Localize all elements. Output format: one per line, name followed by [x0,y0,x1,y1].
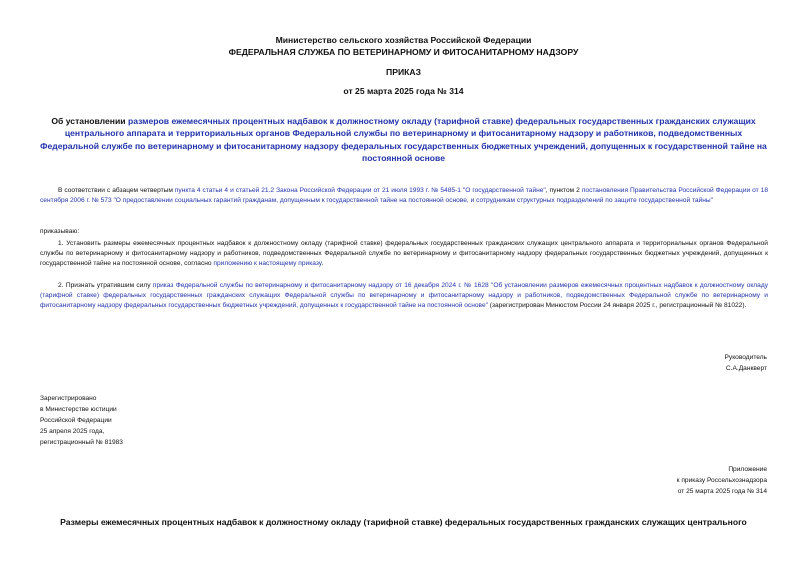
repealed-order-link[interactable]: приказ Федеральной службы по ветеринарному и фитосанитарному надзору от 16 декабря 2024 г. № 1628 "Об установлении размеров ежемесячных процентных надбавок к должностному окладу (тарифной ставке) федеральных государственных гражданских служащих Федеральной службы по ветеринарному и фитосанитарному надзору и работников, подведомственных Федеральной службе по ветеринарному и фитосанитарному надзору федеральных государственных бюджетных учреждений, допущенных к государственной тайне на постоянной основе" [40,282,768,309]
registration-line-5: регистрационный № 81983 [40,439,123,446]
registration-line-4: 25 апреля 2025 года, [40,428,105,435]
signer-name: С.А.Данкверт [725,365,767,372]
appendix-title: Размеры ежемесячных процентных надбавок к должностному окладу (тарифной ставке) федеральных государственных гражданских служащих центрального [60,517,747,527]
order-item-1 [40,239,768,269]
title-prefix: Об установлении [51,116,128,126]
signer-position: Руководитель [724,354,767,361]
appendix-link[interactable]: приложению к настоящему приказу [213,260,322,267]
appendix-line-2: к приказу Россельхознадзора [676,477,767,484]
item2-text: 2. Признать утратившим силу [58,282,153,289]
item1-end: . [321,260,324,267]
registration-line-2: в Министерстве юстиции [40,406,117,413]
preamble-text-2: , пунктом 2 [545,187,582,194]
registration-line-1: Зарегистрировано [40,395,97,402]
registration-line-3: Российской Федерации [40,417,112,424]
ministry-name: Министерство сельского хозяйства Российской Федерации [275,35,532,45]
document-title [40,115,767,165]
order-item-2 [40,281,768,311]
appendix-block [677,464,767,497]
appendix-line-1: Приложение [728,466,767,473]
order-word: приказываю: [40,228,80,235]
item1-text: 1. Установить размеры ежемесячных процентных надбавок к должностному окладу (тарифной ставке) федеральных государственных гражданских служащих центрального аппарата и территориальных органов Федеральной службы по ветеринарному и фитосанитарному надзору и работников, подведомственных Федеральной службе по ветеринарному и фитосанитарному надзору федеральных государственных бюджетных учреждений, допущенных к государственной тайне на постоянной основе, согласно [40,240,768,267]
government-decree-link[interactable]: постановления Правительства Российской Федерации от 18 сентября 2006 г. № 573 "О предоставлении социальных гарантий гражданам, допущенным к государственной тайне на постоянной основе, и сотрудникам структурных подразделений по защите государственной тайны" [40,187,769,204]
appendix-line-3: от 25 марта 2025 года № 314 [677,488,767,495]
signature-block [725,352,767,374]
service-name: ФЕДЕРАЛЬНАЯ СЛУЖБА ПО ВЕТЕРИНАРНОМУ И ФИТОСАНИТАРНОМУ НАДЗОРУ [228,47,579,57]
preamble-paragraph [40,186,768,206]
law-link[interactable]: пункта 4 статьи 4 и статьей 21.2 Закона Российской Федерации от 21 июля 1993 г. № 5485-1 "О государственной тайне" [174,187,546,194]
registration-block [40,393,123,448]
preamble-text-1: В соответствии с абзацем четвертым [58,187,175,194]
item2-end: (зарегистрирован Минюстом России 24 января 2025 г., регистрационный № 81022). [487,302,747,309]
document-type: ПРИКАЗ [386,67,421,77]
title-link[interactable]: размеров ежемесячных процентных надбавок к должностному окладу (тарифной ставке) федеральных государственных гражданских служащих центрального аппарата и территориальных органов Федеральной службы по ветеринарному и фитосанитарному надзору и работников, подведомственных Федеральной службе по ветеринарному и фитосанитарному надзору федеральных государственных бюджетных учреждений, допущенных к государственной тайне на постоянной основе [40,116,767,164]
document-date-number: от 25 марта 2025 года № 314 [343,86,464,96]
